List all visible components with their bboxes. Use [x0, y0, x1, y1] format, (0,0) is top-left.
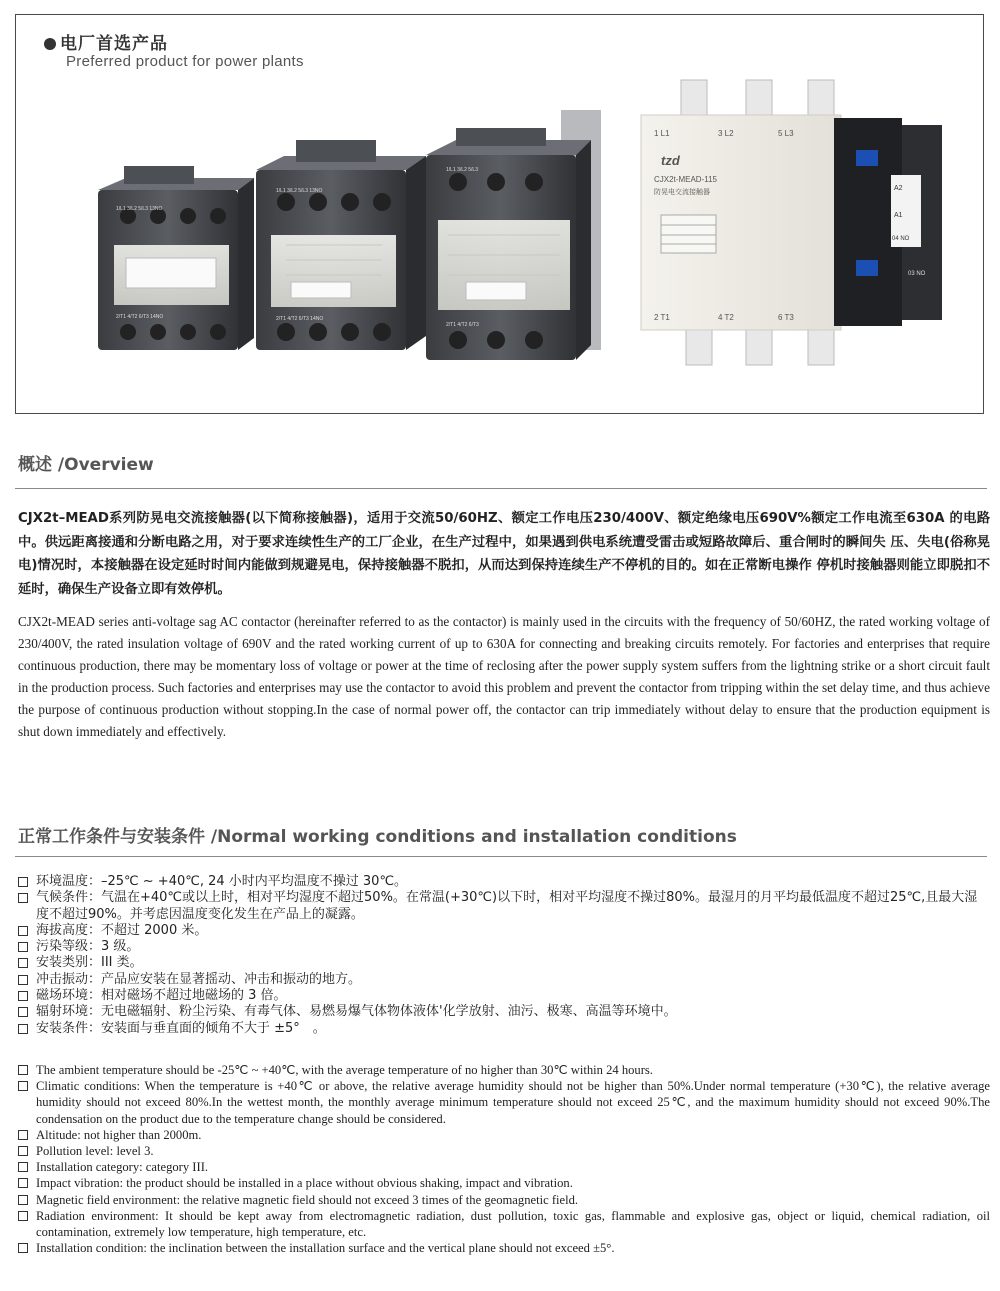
checkbox-square-icon	[18, 1243, 28, 1253]
terminal-top-3: 5 L3	[778, 129, 794, 138]
overview-divider	[15, 488, 987, 489]
conditions-en-list	[18, 1062, 990, 1256]
list-item: 污染等级：3 级。	[18, 939, 990, 955]
list-item: 辐射环境：无电磁辐射、粉尘污染、有毒气体、易燃易爆气体物体液体'化学放射、油污、极寒、高温等环境中。	[18, 1004, 990, 1020]
overview-en-paragraph: CJX2t-MEAD series anti-voltage sag AC contactor (hereinafter referred to as the contactor) is mainly used in the circuits with the frequency of 50/60HZ, the rated working voltage of 230/400V, the rated insulation voltage of 690V and the rated working current of up to 630A for connecting and breaking circuits remotely. For factories and enterprises that require continuous production, there may be momentary loss of voltage or power at the time of reclosing after the power supply system suffers from the lightning strike or a short circuit fault in the production process. Such factories and enterprises may use the contactor to avoid this problem and prevent the contactor from tripping within the set delay time, and thus achieve the purpose of continuous production without stopping.In the case of normal power off, the contactor can trip immediately without delay to ensure that the production equipment is shut down immediately and effectively.	[18, 614, 990, 739]
overview-cn-paragraph: CJX2t–MEAD系列防晃电交流接触器(以下简称接触器)，适用于交流50/60HZ、额定工作电压230/400V、额定绝缘电压690V%额定工作电流至630A 的电路中。供远距离接通和分断电路之用，对于要求连续性生产的工厂企业，在生产过程中，如果遇到供电系统遭受雷击或短路故障后、重合闸时的瞬间失 压、失电(俗称晃电)情况时，本接触器在设定延时时间内能做到规避晃电，保持接触器不脱扣，从而达到保持连续生产不停机的目的。如在正常断电操作 停机时接触器则能立即脱扣不延时，确保生产设备立即有效停机。	[18, 511, 990, 597]
terminal-bottom-1: 2 T1	[654, 313, 670, 322]
terminal-top-1: 1 L1	[654, 129, 670, 138]
list-item: Magnetic field environment: the relative magnetic field should not exceed 3 times of the geomagnetic field.	[18, 1192, 990, 1208]
product-panel	[15, 14, 984, 414]
list-item: Altitude: not higher than 2000m.	[18, 1127, 990, 1143]
model-name-cn: 防晃电交流接触器	[654, 188, 710, 196]
list-item: Impact vibration: the product should be installed in a place without obvious shaking, impact and vibration.	[18, 1175, 990, 1191]
list-item: Installation category: category III.	[18, 1159, 990, 1175]
product-panel-title: 电厂首选产品	[44, 29, 168, 54]
list-item: 海拔高度：不超过 2000 米。	[18, 923, 990, 939]
checkbox-square-icon	[18, 975, 28, 985]
list-item: The ambient temperature should be -25℃ ~ +40℃, with the average temperature of no higher than 30℃ within 24 hours.	[18, 1062, 990, 1078]
coil-label-a2: A2	[894, 185, 903, 192]
terminal-bottom-2: 4 T2	[718, 313, 734, 322]
list-item: 磁场环境：相对磁场不超过地磁场的 3 倍。	[18, 988, 990, 1004]
conditions-cn-list	[18, 874, 990, 1037]
checkbox-square-icon	[18, 877, 28, 887]
product-images	[86, 70, 976, 370]
overview-heading: 概述 /Overview	[18, 455, 154, 475]
checkbox-square-icon	[18, 1130, 28, 1140]
list-item: 气候条件：气温在+40℃或以上时，相对平均湿度不超过50%。在常温(+30℃)以下时，相对平均湿度不操过80%。最湿月的月平均最低温度不超过25℃,且最大湿度不超过90%。并考虑因温度变化发生在产品上的凝露。	[18, 890, 990, 923]
checkbox-square-icon	[18, 1195, 28, 1205]
checkbox-square-icon	[18, 1146, 28, 1156]
bullet-dot-icon	[44, 38, 56, 50]
list-item: Pollution level: level 3.	[18, 1143, 990, 1159]
checkbox-square-icon	[18, 893, 28, 903]
terminal-bottom-3: 6 T3	[778, 313, 794, 322]
medium-terminal-bottom-label: 2/T1 4/T2 6/T3 14NO	[276, 316, 324, 322]
cjx2t-mead-115-contactor-icon	[641, 80, 942, 365]
list-item: Installation condition: the inclination between the installation surface and the vertical plane should not exceed ±5°.	[18, 1240, 990, 1256]
coil-label-a1: A1	[894, 212, 903, 219]
checkbox-square-icon	[18, 1081, 28, 1091]
checkbox-square-icon	[18, 991, 28, 1001]
list-item: 冲击振动：产品应安装在显著摇动、冲击和振动的地方。	[18, 972, 990, 988]
small-terminal-top-label: 1/L1 3/L2 5/L3 13NO	[116, 206, 163, 212]
large-terminal-bottom-label: 2/T1 4/T2 6/T3	[446, 322, 479, 328]
product-panel-subtitle: Preferred product for power plants	[66, 53, 304, 70]
medium-terminal-top-label: 1/L1 3/L2 5/L3 13NO	[276, 188, 323, 194]
conditions-heading: 正常工作条件与安装条件 /Normal working conditions and installation conditions	[18, 827, 737, 847]
conditions-divider	[15, 856, 987, 857]
small-contactor-icon	[98, 166, 254, 350]
list-item: Climatic conditions: When the temperature is +40℃ or above, the relative average humidity should not be higher than 50%.Under normal temperature (+30℃), the relative average humidity should not exceed 80%.In the wettest month, the monthly average minimum temperature should not exceed 25℃, and the maximum humidity should not exceed 90%.The condensation on the product due to the temperature change should be considered.	[18, 1078, 990, 1127]
coil-label-03no: 03 NO	[908, 271, 926, 277]
checkbox-square-icon	[18, 1007, 28, 1017]
checkbox-square-icon	[18, 1211, 28, 1221]
list-item: 环境温度：–25℃ ~ +40℃, 24 小时内平均温度不操过 30℃。	[18, 874, 990, 890]
checkbox-square-icon	[18, 1178, 28, 1188]
coil-label-04no: 04 NO	[892, 236, 910, 242]
model-label: CJX2t-MEAD-115	[654, 175, 717, 184]
brand-label: tzd	[661, 153, 680, 168]
checkbox-square-icon	[18, 926, 28, 936]
checkbox-square-icon	[18, 1162, 28, 1172]
large-terminal-top-label: 1/L1 3/L2 5/L3	[446, 167, 478, 173]
terminal-top-2: 3 L2	[718, 129, 734, 138]
small-terminal-bottom-label: 2/T1 4/T2 6/T3 14NO	[116, 314, 164, 320]
checkbox-square-icon	[18, 1065, 28, 1075]
list-item: Radiation environment: It should be kept away from electromagnetic radiation, dust pollution, toxic gas, flammable and explosive gas, object or liquid, chemical radiation, oil contamination, extremely low temperature, high temperature, etc.	[18, 1208, 990, 1240]
list-item: 安装条件：安装面与垂直面的倾角不大于 ±5° 。	[18, 1021, 990, 1037]
checkbox-square-icon	[18, 958, 28, 968]
checkbox-square-icon	[18, 1024, 28, 1034]
list-item: 安装类别：III 类。	[18, 955, 990, 971]
checkbox-square-icon	[18, 942, 28, 952]
